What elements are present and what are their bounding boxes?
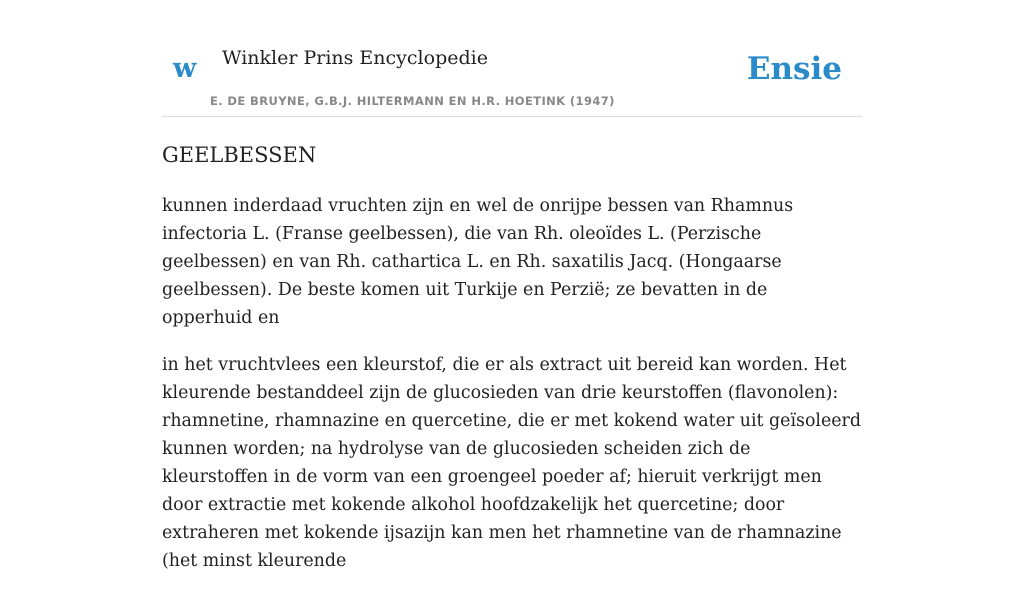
page	[162, 0, 862, 571]
article-title: GEELBESSEN	[162, 143, 317, 167]
site-title[interactable]: Winkler Prins Encyclopedie	[222, 47, 488, 69]
authors-line: E. DE BRUYNE, G.B.J. HILTERMANN EN H.R. HOETINK (1947)	[210, 94, 615, 108]
article-paragraph: kunnen inderdaad vruchten zijn en wel de onrijpe bessen van Rhamnus infectoria L. (Franse geelbessen), die van Rh. oleoïdes L. (Perzische geelbessen) en van Rh. cathartica L. en Rh. saxatilis Jacq. (Hongaarse geelbessen). De beste komen uit Turkije en Perzië; ze bevatten in de opperhuid en	[162, 196, 794, 328]
header	[162, 0, 862, 117]
site-logo[interactable]: w	[173, 53, 197, 84]
article-body	[162, 192, 862, 594]
article-paragraph: in het vruchtvlees een kleurstof, die er als extract uit bereid kan worden. Het kleurende bestanddeel zijn de glucosieden van drie keurstoffen (flavonolen): rhamnetine, rhamnazine en quercetine, die er met kokend water uit geïsoleerd kunnen worden; na hydrolyse van de glucosieden scheiden zich de kleurstoffen in de vorm van een groengeel poeder af; hieruit verkrijgt men door extractie met kokende alkohol hoofdzakelijk het quercetine; door extraheren met kokende ijsazijn kan men het rhamnetine van de rhamnazine (het minst kleurende	[162, 355, 862, 571]
brand-logo[interactable]: Ensie	[746, 51, 842, 87]
